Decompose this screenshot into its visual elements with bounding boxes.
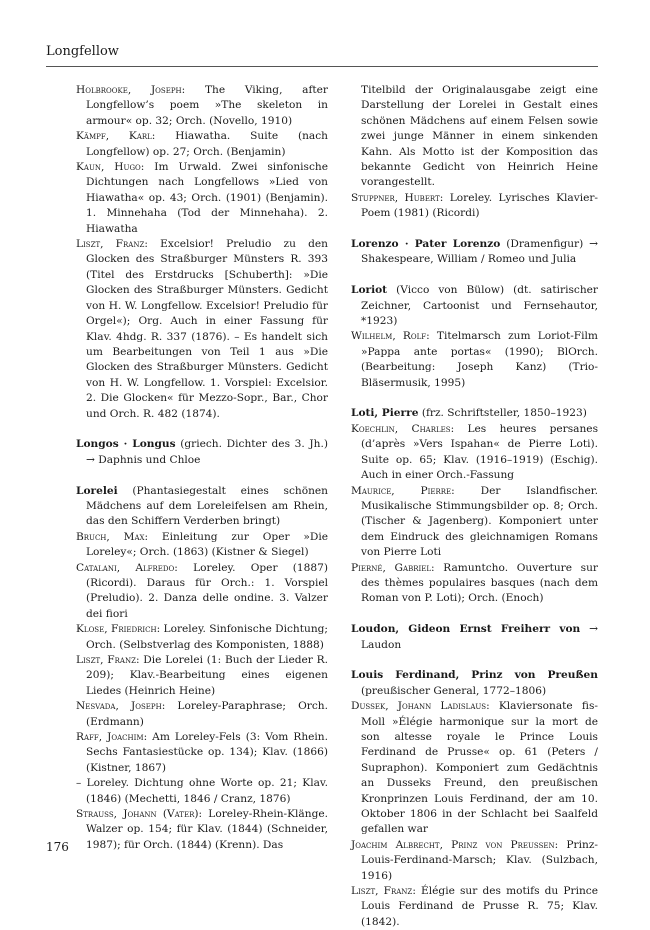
left-column bbox=[76, 83, 328, 853]
entry-text: – Loreley. Dichtung ohne Worte op. 21; Klav. (1846) (Mechetti, 1846 / Cranz, 1876) bbox=[76, 777, 328, 805]
work-entry bbox=[76, 83, 328, 129]
entry-text: → Laudon bbox=[361, 623, 598, 651]
entry-text: : Loreley. Oper (1887) (Ricordi). Daraus für Orch.: 1. Vorspiel (Preludio). 2. Danza delle ondine. 3. Valzer dei fiori bbox=[86, 561, 329, 620]
page-number: 176 bbox=[46, 840, 69, 854]
running-header: Longfellow bbox=[46, 44, 119, 59]
lemma-heading: Loriot bbox=[351, 284, 388, 297]
header-rule bbox=[46, 66, 598, 67]
lemma-entry bbox=[76, 437, 328, 468]
entry-text: : Die Lorelei (1: Buch der Lieder R. 209); Klav.-Bearbeitung eines eigenen Liedes (Heinrich Heine) bbox=[86, 654, 328, 697]
entry-text: : Excelsior! Preludio zu den Glocken des Straßburger Münsters R. 393 (Titel des Erstdrucks [Schuberth]: »Die Glocken des Straßburger Münsters. Gedicht von H. W. Longfellow. Excelsior! Preludio für Orgel«); Org. Auch in einer Fassung für Klav. 4hdg. R. 337 (1876). – Es handelt sich um Bearbeitungen von Teil 1 aus »Die Glocken des Straßburger Münsters. Gedicht von H. W. Longfellow. 1. Vorspiel: Excelsior. 2. Die Glocken« für Mezzo-Sopr., Bar., Chor und Orch. R. 482 (1874). bbox=[86, 238, 329, 420]
entry-text: (Vicco von Bülow) (dt. satirischer Zeichner, Cartoonist und Fernsehautor, *1923) bbox=[361, 284, 598, 328]
work-entry bbox=[76, 699, 328, 730]
entry-text: : Hiawatha. Suite (nach Longfellow) op. 27; Orch. (Benjamin) bbox=[86, 130, 328, 158]
work-entry bbox=[76, 622, 328, 653]
entry-text: : Loreley-Rhein-Klänge. Walzer op. 154; für Klav. (1844) (Schneider, 1987); für Orch. (1844) (Krenn). Das bbox=[86, 808, 328, 851]
work-entry bbox=[76, 237, 328, 422]
composer-name: Dussek, Johann Ladislaus bbox=[351, 700, 487, 713]
entry-text: : The Viking, after Longfellow’s poem »The skeleton in armour« op. 32; Orch. (Novello, 1910) bbox=[86, 84, 328, 127]
entry-text: : Élégie sur des motifs du Prince Louis Ferdinand de Prusse R. 75; Klav. (1842). bbox=[361, 885, 598, 928]
work-entry bbox=[351, 484, 598, 561]
lemma-entry bbox=[76, 484, 328, 530]
composer-name: Pierné, Gabriel bbox=[351, 561, 432, 574]
composer-name: Klose, Friedrich bbox=[76, 623, 157, 636]
continued-entry bbox=[351, 83, 598, 191]
lemma-heading: Louis Ferdinand, Prinz von Preußen bbox=[351, 669, 598, 682]
entry-text: : Les heures persanes (d’après »Vers Ispahan« de Pierre Loti). Suite op. 65; Klav. (1916–1919) (Eschig). Auch in einer Orch.-Fassung bbox=[361, 422, 599, 482]
work-entry bbox=[351, 699, 598, 838]
composer-name: Liszt, Franz bbox=[76, 238, 145, 251]
lemma-entry bbox=[351, 406, 598, 421]
entry-text: : Ramuntcho. Ouverture sur des thèmes populaires basques (nach dem Roman von P. Loti); Orch. (Enoch) bbox=[361, 561, 598, 605]
entry-text: : Loreley. Lyrisches Klavier-Poem (1981) (Ricordi) bbox=[361, 191, 598, 220]
entry-gap bbox=[76, 468, 328, 483]
lemma-entry bbox=[351, 668, 598, 699]
work-entry bbox=[76, 776, 328, 807]
lemma-entry bbox=[351, 622, 598, 653]
composer-name: Kämpf, Karl bbox=[76, 130, 152, 143]
composer-name: Maurice, Pierre bbox=[351, 484, 452, 497]
entry-gap bbox=[351, 607, 598, 622]
composer-name: Koechlin, Charles bbox=[351, 422, 451, 435]
entry-gap bbox=[351, 391, 598, 406]
work-entry bbox=[351, 191, 598, 222]
entry-gap bbox=[351, 268, 598, 283]
entry-text: : Titelmarsch zum Loriot-Film »Pappa ante portas« (1990); BlOrch. (Bearbeitung: Joseph Kanz) (Trio-Bläsermusik, 1995) bbox=[361, 330, 598, 389]
composer-name: Wilhelm, Rolf bbox=[351, 330, 427, 343]
composer-name: Raff, Joachim bbox=[76, 731, 144, 744]
entry-text: (frz. Schriftsteller, 1850–1923) bbox=[418, 407, 587, 420]
work-entry bbox=[76, 160, 328, 237]
lemma-heading: Lorelei bbox=[76, 484, 118, 497]
composer-name: Catalani, Alfredo bbox=[76, 561, 175, 574]
entry-text: : Einleitung zur Oper »Die Loreley«; Orch. (1863) (Kistner & Siegel) bbox=[86, 530, 328, 559]
lemma-heading: Loudon, Gideon Ernst Freiherr von bbox=[351, 623, 581, 636]
composer-name: Nesvada, Joseph bbox=[76, 700, 162, 713]
work-entry bbox=[351, 561, 598, 607]
work-entry bbox=[351, 422, 598, 484]
entry-text: (Phantasiegestalt eines schönen Mädchens auf dem Loreleifelsen am Rhein, das den Schiffern Verderben bringt) bbox=[86, 484, 328, 528]
lemma-entry bbox=[351, 283, 598, 329]
right-column bbox=[351, 83, 598, 930]
entry-text: : Klaviersonate fis-Moll »Élégie harmonique sur la mort de son altesse royale le Prince Louis Ferdinand de Prusse« op. 61 (Peters / Supraphon). Komponiert zum Gedächtnis an Dusseks Freund, den preußischen Kronprinzen Louis Ferdinand, der am 10. Oktober 1806 in der Schlacht bei Saalfeld gefallen war bbox=[361, 700, 598, 836]
composer-name: Liszt, Franz bbox=[76, 654, 136, 666]
composer-name: Kaun, Hugo bbox=[76, 161, 141, 174]
entry-text: Titelbild der Originalausgabe zeigt eine Darstellung der Lorelei in Gestalt eines schönen Mädchens auf einem Felsen sowie zwei junge Männer in einem sinkenden Kahn. Als Motto ist der Komposition das bekannte Gedicht von Heinrich Heine vorangestellt. bbox=[361, 84, 598, 189]
entry-text: : Der Islandfischer. Musikalische Stimmungsbilder op. 8; Orch. (Tischer & Jagenberg). Komponiert unter dem Eindruck des gleichnamigen Romans von Pierre Loti bbox=[361, 484, 598, 559]
work-entry bbox=[351, 884, 598, 930]
entry-gap bbox=[351, 222, 598, 237]
lemma-entry bbox=[351, 237, 598, 268]
work-entry bbox=[76, 530, 328, 561]
work-entry bbox=[76, 653, 328, 699]
work-entry bbox=[351, 329, 598, 391]
work-entry bbox=[76, 807, 328, 853]
work-entry bbox=[76, 129, 328, 160]
lemma-heading: Lorenzo · Pater Lorenzo bbox=[351, 238, 501, 251]
work-entry bbox=[351, 838, 598, 884]
entry-text: : Am Loreley-Fels (3: Vom Rhein. Sechs Fantasiestücke op. 134); Klav. (1866) (Kistner, 1867) bbox=[86, 731, 328, 774]
lemma-heading: Loti, Pierre bbox=[351, 407, 419, 420]
entry-gap bbox=[351, 653, 598, 668]
composer-name: Holbrooke, Joseph bbox=[76, 84, 182, 96]
composer-name: Liszt, Franz bbox=[351, 885, 413, 898]
composer-name: Strauss, Johann (Vater) bbox=[76, 808, 199, 821]
composer-name: Joachim Albrecht, Prinz von Preussen bbox=[351, 838, 555, 851]
entry-text: : Prinz-Louis-Ferdinand-Marsch; Klav. (Sulzbach, 1916) bbox=[361, 838, 598, 882]
composer-name: Stuppner, Hubert bbox=[351, 191, 440, 204]
entry-text: (preußischer General, 1772–1806) bbox=[361, 684, 547, 697]
entry-text: : Loreley. Sinfonische Dichtung; Orch. (Selbstverlag des Komponisten, 1888) bbox=[86, 623, 328, 651]
composer-name: Bruch, Max bbox=[76, 530, 145, 543]
entry-text: (Dramenfigur) → Shakespeare, William / Romeo und Julia bbox=[361, 238, 598, 266]
work-entry bbox=[76, 561, 328, 623]
lemma-heading: Longos · Longus bbox=[76, 438, 176, 451]
entry-gap bbox=[76, 422, 328, 437]
entry-text: (griech. Dichter des 3. Jh.) → Daphnis und Chloe bbox=[86, 438, 328, 466]
entry-text: : Loreley-Paraphrase; Orch. (Erdmann) bbox=[86, 700, 328, 728]
entry-text: : Im Urwald. Zwei sinfonische Dichtungen nach Longfellows »Lied von Hiawatha« op. 43; Orch. (1901) (Benjamin). 1. Minnehaha (Tod der Minnehaha). 2. Hiawatha bbox=[86, 161, 328, 235]
work-entry bbox=[76, 730, 328, 776]
